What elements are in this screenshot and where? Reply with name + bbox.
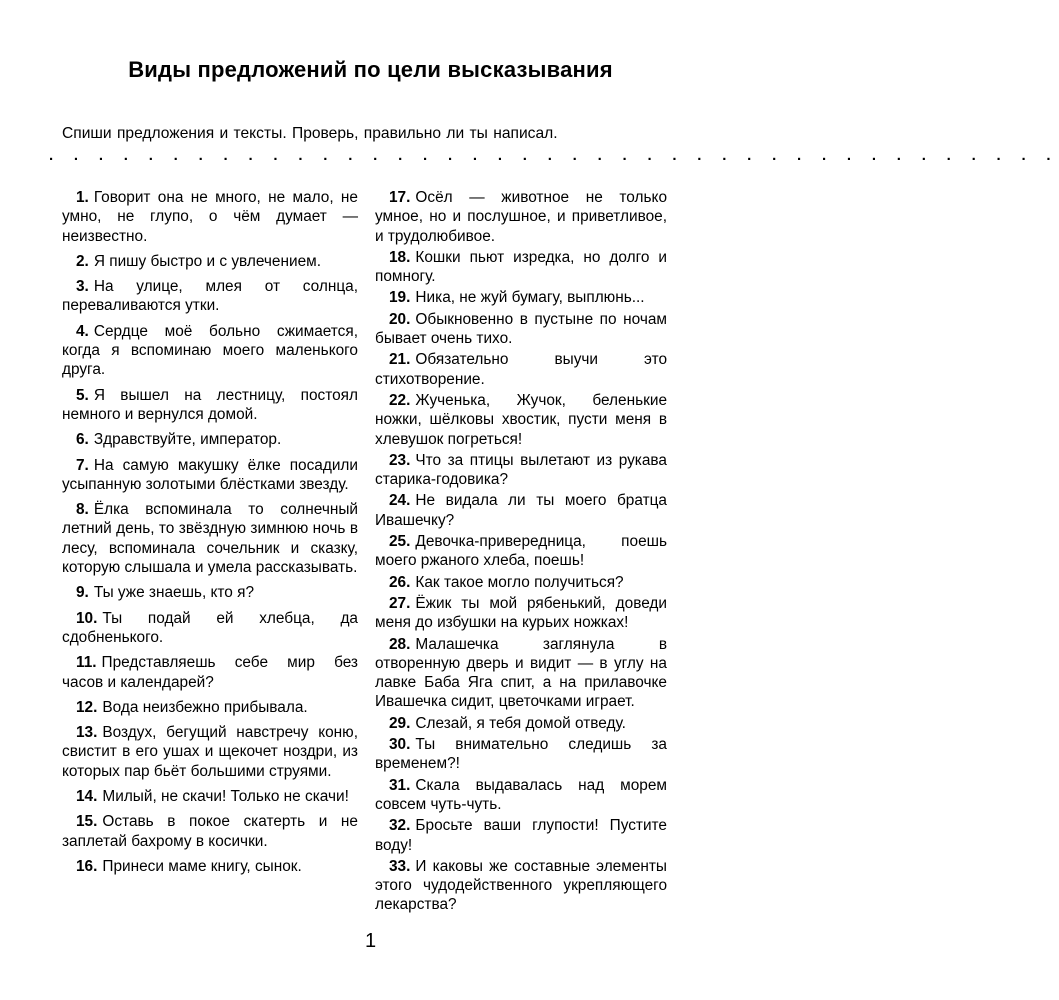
sentence-item — [62, 386, 358, 425]
sentence-item — [62, 430, 358, 449]
sentence-text: Ты подай ей хлебца, да сдобненького. — [62, 609, 358, 646]
sentence-item — [62, 698, 358, 717]
sentence-item — [375, 714, 667, 733]
sentence-text: Кошки пьют изредка, но долго и помногу. — [375, 248, 667, 286]
sentence-item — [62, 583, 358, 602]
sentence-number: 31. — [389, 776, 411, 794]
sentence-number: 7. — [76, 456, 89, 474]
sentence-item — [62, 812, 358, 851]
sentence-number: 29. — [389, 714, 411, 732]
sentence-number: 33. — [389, 857, 411, 875]
sentence-text: И каковы же составные элементы этого чудодейственного укрепляющего лекарства? — [375, 857, 667, 914]
sentence-number: 30. — [389, 736, 411, 754]
sentence-item — [375, 391, 667, 449]
sentence-number: 20. — [389, 310, 411, 328]
sentence-text: Скала выдавалась над морем совсем чуть-чуть. — [375, 776, 667, 813]
sentence-number: 26. — [389, 573, 411, 591]
sentence-item — [375, 776, 667, 815]
sentence-item — [375, 188, 667, 246]
sentence-text: Что за птицы вылетают из рукава старика-годовика? — [375, 451, 667, 489]
sentence-number: 19. — [389, 289, 411, 307]
sentence-number: 18. — [389, 248, 411, 266]
sentence-number: 22. — [389, 391, 411, 409]
sentence-item — [375, 451, 667, 490]
sentence-text: Слезай, я тебя домой отведу. — [415, 714, 626, 732]
dotted-divider: . . . . . . . . . . . . . . . . . . . . . . . . . . . . . . . . . . . . . . . . . — [49, 147, 1059, 164]
sentence-text: На самую макушку ёлке посадили усыпанную золотыми блёстками звезду. — [62, 456, 358, 493]
left-column — [62, 188, 358, 882]
sentence-item — [62, 277, 358, 316]
sentence-text: Вода неизбежно прибывала. — [102, 698, 308, 716]
sentence-item — [62, 188, 358, 246]
sentence-text: Жученька, Жучок, беленькие ножки, шёлковы хвостик, пусти меня в хлевушок погреться! — [375, 391, 667, 448]
sentence-number: 1. — [76, 189, 89, 206]
sentence-number: 11. — [76, 654, 97, 672]
sentence-item — [62, 653, 358, 692]
sentence-item — [375, 532, 667, 571]
sentence-item — [62, 723, 358, 781]
sentence-text: Я пишу быстро и с увлечением. — [93, 252, 321, 270]
sentence-item — [375, 288, 667, 307]
sentence-item — [375, 635, 667, 712]
instruction-text: Спиши предложения и тексты. Проверь, правильно ли ты написал. — [62, 125, 558, 142]
sentence-item — [62, 322, 358, 380]
sentence-number: 8. — [76, 501, 89, 519]
sentence-item — [62, 787, 358, 806]
sentence-number: 5. — [76, 386, 89, 404]
sentence-number: 6. — [76, 431, 89, 449]
sentence-number: 25. — [389, 533, 411, 551]
sentence-number: 24. — [389, 492, 411, 510]
sentence-item — [62, 857, 358, 876]
sentence-item — [375, 816, 667, 855]
sentence-number: 4. — [76, 322, 89, 340]
sentence-text: Здравствуйте, император. — [93, 431, 282, 449]
sentence-item — [375, 310, 667, 349]
sentence-number: 9. — [76, 584, 89, 602]
sentence-text: Обязательно выучи это стихотворение. — [375, 351, 667, 388]
sentence-text: Бросьте ваши глупости! Пустите воду! — [375, 817, 667, 854]
sentence-text: Обыкновенно в пустыне по ночам бывает очень тихо. — [375, 310, 667, 348]
sentence-text: Девочка-привередница, поешь моего ржаного хлеба, поешь! — [375, 533, 667, 570]
sentence-number: 17. — [389, 189, 411, 206]
sentence-item — [375, 350, 667, 389]
sentence-number: 16. — [76, 857, 98, 875]
sentence-item — [375, 594, 667, 633]
sentence-text: Осёл — животное не только умное, но и послушное, и приветливое, и трудолюбивое. — [375, 189, 667, 245]
sentence-number: 15. — [76, 813, 98, 831]
sentence-number: 32. — [389, 817, 411, 835]
sentence-text: Говорит она не много, не мало, не умно, не глупо, о чём думает — неизвестно. — [62, 189, 358, 245]
sentence-text: Принеси маме книгу, сынок. — [102, 857, 302, 875]
sentence-text: На улице, млея от солнца, переваливаются утки. — [62, 278, 358, 315]
sentence-text: Ёлка вспоминала то солнечный летний день, то звёздную зимнюю ночь в лесу, вспоминала сочельник и сказку, которую слышала и умела рассказывать. — [62, 501, 358, 577]
sentence-item — [62, 609, 358, 648]
sentence-item — [62, 456, 358, 495]
page-title: Виды предложений по цели высказывания — [128, 57, 613, 82]
sentence-text: Милый, не скачи! Только не скачи! — [102, 788, 349, 806]
sentence-item — [62, 252, 358, 271]
sentence-number: 21. — [389, 351, 411, 369]
right-column — [375, 188, 667, 917]
sentence-number: 27. — [389, 594, 411, 612]
sentence-item — [375, 248, 667, 287]
sentence-number: 12. — [76, 698, 98, 716]
sentence-number: 23. — [389, 451, 411, 469]
sentence-text: Ты внимательно следишь за временем?! — [375, 736, 667, 773]
sentence-number: 14. — [76, 788, 98, 806]
sentence-text: Представляешь себе мир без часов и календарей? — [62, 654, 358, 691]
sentence-text: Не видала ли ты моего братца Ивашечку? — [375, 492, 667, 529]
sentence-item — [62, 500, 358, 577]
sentence-number: 3. — [76, 278, 89, 296]
sentence-number: 28. — [389, 635, 411, 653]
sentence-number: 2. — [76, 252, 89, 270]
sentence-number: 13. — [76, 724, 98, 742]
sentence-item — [375, 491, 667, 530]
sentence-item — [375, 735, 667, 774]
page-number: 1 — [364, 930, 377, 952]
sentence-text: Оставь в покое скатерть и не заплетай бахрому в косички. — [62, 813, 358, 850]
sentence-item — [375, 573, 667, 592]
sentence-text: Ты уже знаешь, кто я? — [93, 584, 255, 602]
sentence-text: Сердце моё больно сжимается, когда я вспоминаю моего маленького друга. — [62, 322, 358, 379]
sentence-text: Малашечка заглянула в отворенную дверь и видит — в углу на лавке Баба Яга спит, а на прилавочке Ивашечка сидит, цветочками играет. — [375, 635, 667, 711]
sentence-text: Воздух, бегущий навстречу коню, свистит в его ушах и щекочет ноздри, из которых пар бьёт большими струями. — [62, 724, 358, 780]
sentence-text: Я вышел на лестницу, постоял немного и вернулся домой. — [62, 386, 358, 423]
sentence-text: Как такое могло получиться? — [415, 573, 624, 591]
sentence-number: 10. — [76, 609, 98, 627]
sentence-text: Ника, не жуй бумагу, выплюнь... — [415, 289, 645, 307]
sentence-text: Ёжик ты мой рябенький, доведи меня до избушки на курьих ножках! — [375, 594, 667, 632]
sentence-item — [375, 857, 667, 915]
